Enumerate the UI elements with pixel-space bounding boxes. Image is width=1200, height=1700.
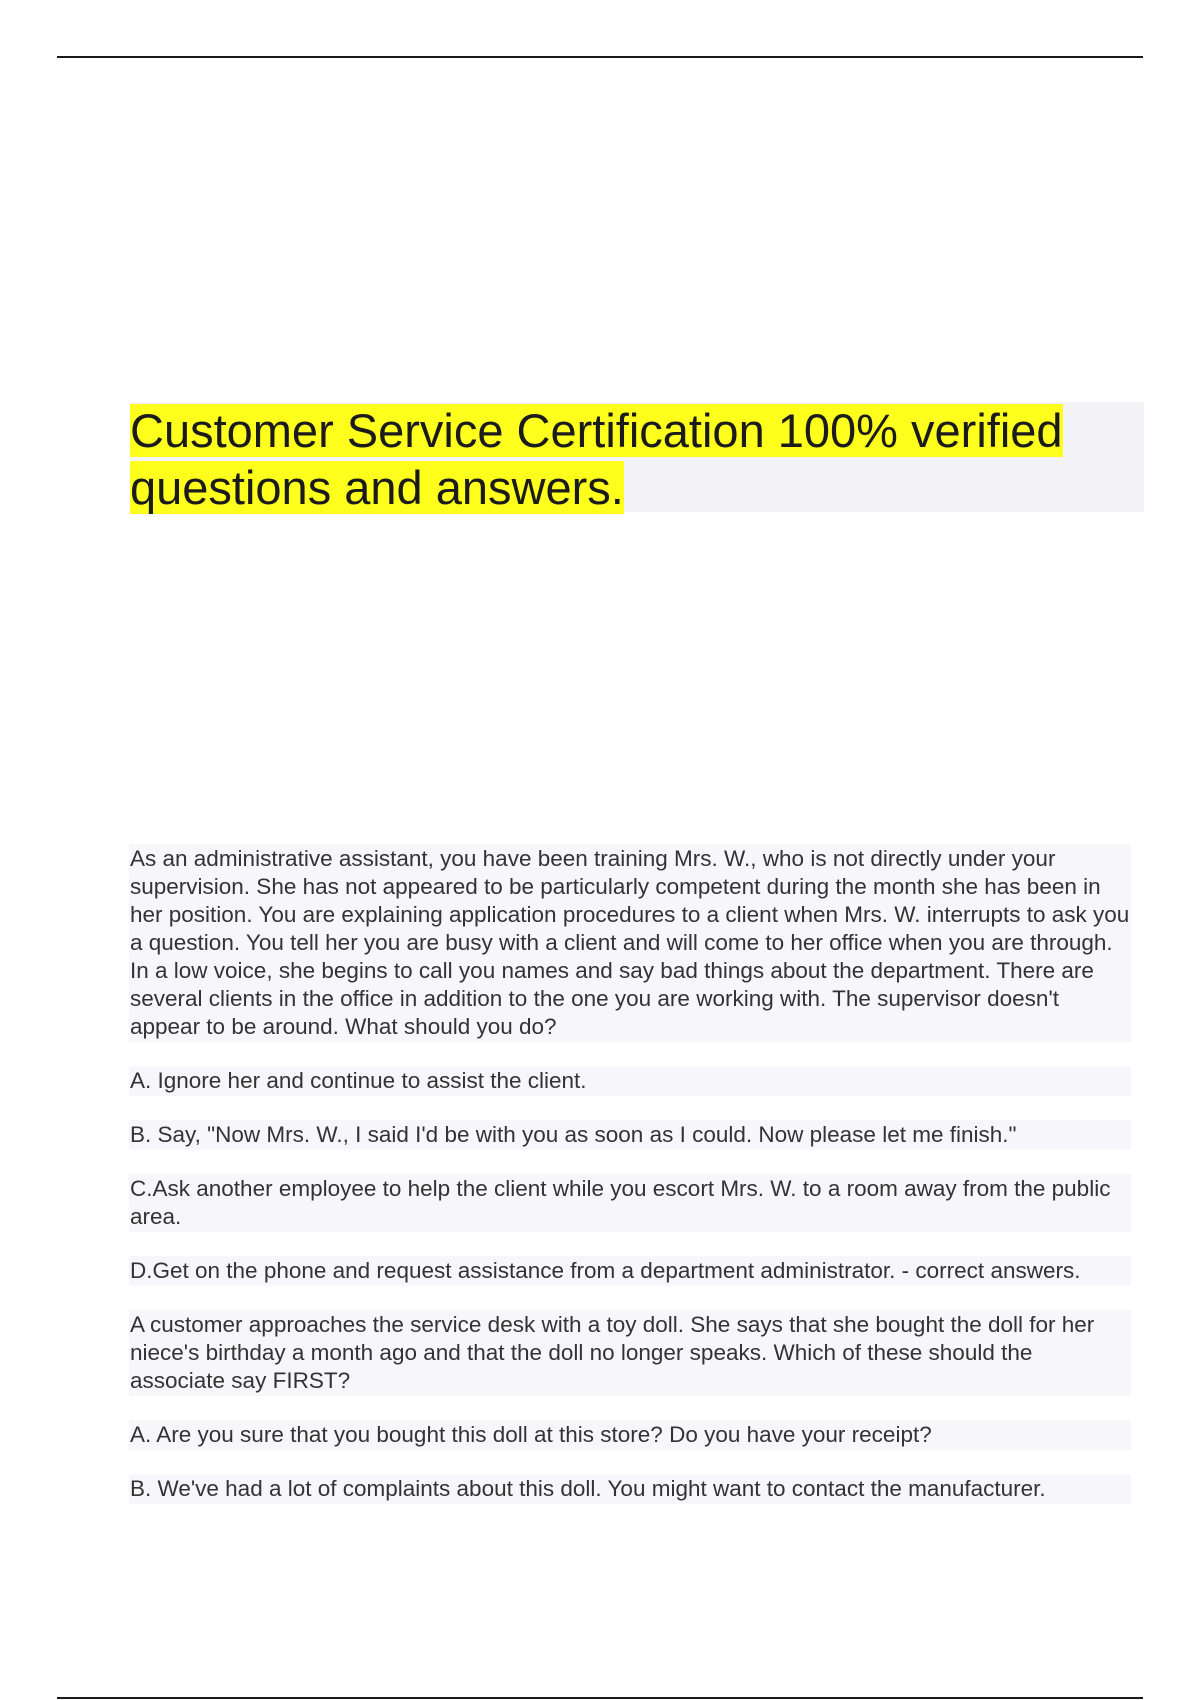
question-1-text: As an administrative assistant, you have been training Mrs. W., who is not directly under your supervision. She has not appeared to be particularly competent during the month she has been in her position. You are explaining application procedures to a client when Mrs. W. interrupts to ask you a question. You tell her you are busy with a client and will come to her office when you are through. In a low voice, she begins to call you names and say bad things about the department. There are several clients in the office in addition to the one you are working with. The supervisor doesn't appear to be around. What should you do?	[130, 846, 1130, 1039]
document-title	[130, 402, 1130, 516]
title-highlight: Customer Service Certification 100% verified questions and answers.	[130, 404, 1063, 514]
question-2-option-a: A. Are you sure that you bought this doll at this store? Do you have your receipt?	[130, 1421, 1130, 1449]
question-2-option-b: B. We've had a lot of complaints about this doll. You might want to contact the manufacturer.	[130, 1475, 1130, 1503]
question-1-option-b: B. Say, "Now Mrs. W., I said I'd be with you as soon as I could. Now please let me finish."	[130, 1121, 1130, 1149]
title-block	[130, 402, 1144, 512]
question-1-option-c: C.Ask another employee to help the client while you escort Mrs. W. to a room away from the public area.	[130, 1175, 1130, 1231]
bottom-rule	[57, 1697, 1143, 1699]
document-body	[130, 845, 1130, 1529]
top-rule	[57, 56, 1143, 58]
question-2-text: A customer approaches the service desk with a toy doll. She says that she bought the doll for her niece's birthday a month ago and that the doll no longer speaks. Which of these should the associate say FIRST?	[130, 1311, 1130, 1395]
question-1-option-a: A. Ignore her and continue to assist the client.	[130, 1067, 1130, 1095]
question-1-option-d: D.Get on the phone and request assistance from a department administrator. - correct answers.	[130, 1257, 1130, 1285]
